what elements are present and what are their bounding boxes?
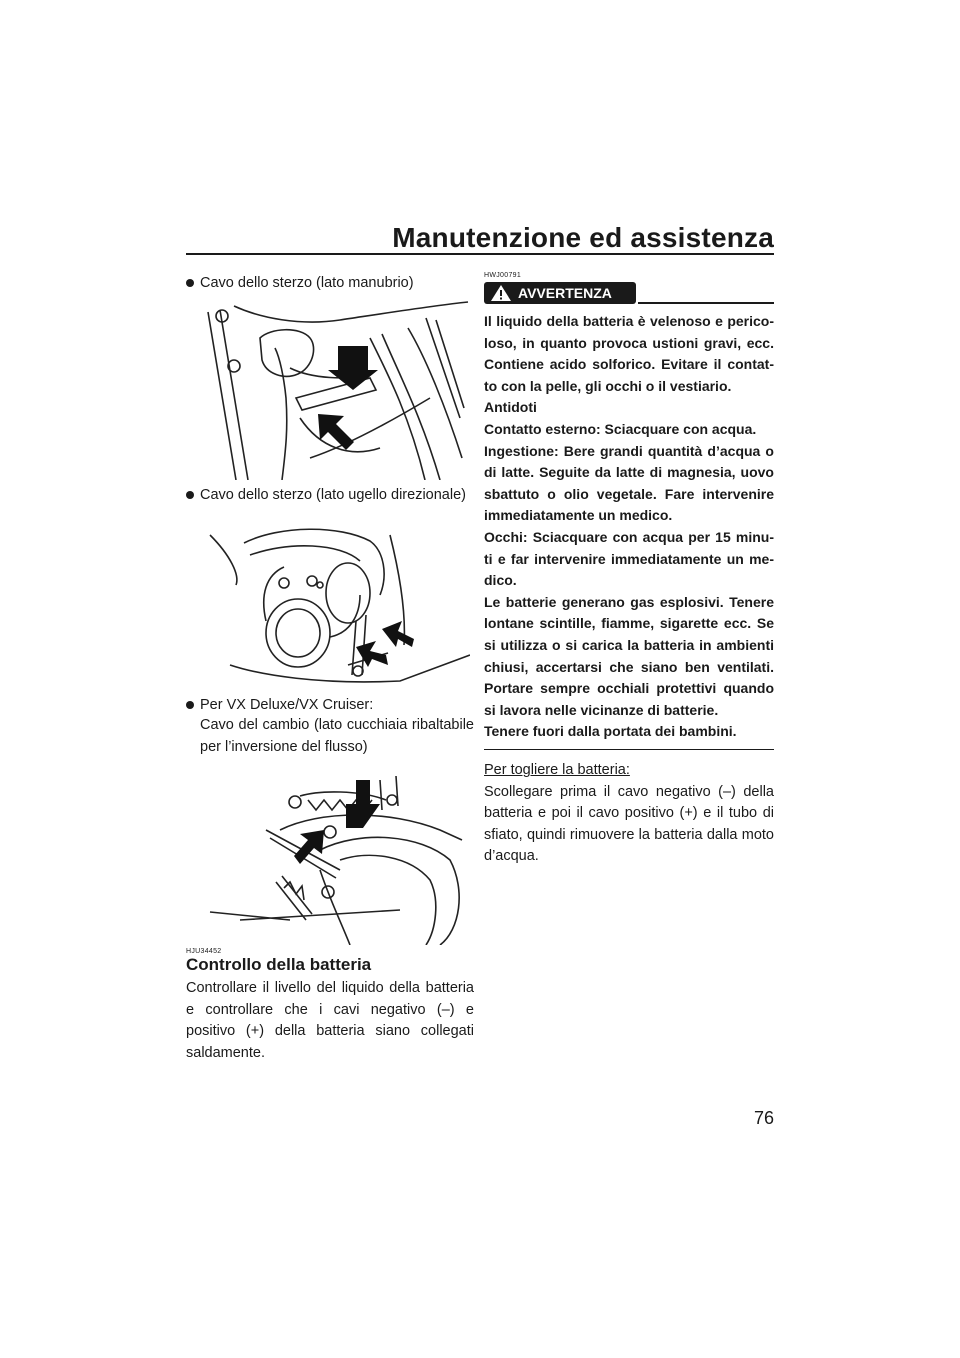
header-rule (186, 253, 774, 255)
warning-label: AVVERTENZA (518, 285, 612, 301)
remove-heading: Per togliere la batteria: (484, 762, 630, 779)
section-body: Controllare il livello del liquido della batteria e controllare che i cavi negativo (–) e positivo (+) della batteria siano collegati saldamente. (186, 980, 474, 1061)
bullet-text: Cavo dello sterzo (lato ugello direzionale) (200, 487, 466, 503)
figure-steering-cable-handlebar (200, 298, 470, 480)
list-item (186, 485, 474, 505)
bullet-dot (186, 279, 194, 287)
figure-shift-cable-bucket (200, 770, 470, 945)
bullet-dot (186, 701, 194, 709)
warning-box (484, 311, 774, 868)
warning-paragraph: Contatto esterno: Sciacquare con acqua. (484, 420, 757, 437)
warning-rule (638, 302, 774, 304)
bullet-continuation: Cavo del cambio (lato cucchiaia ribaltabile per l’inversione del flusso) (200, 717, 474, 755)
figure-steering-cable-nozzle (200, 515, 470, 690)
section-code: HJU34452 (186, 948, 222, 955)
section-title: Controllo della batteria (186, 955, 372, 974)
arrow-icon (382, 621, 414, 647)
warning-code: HWJ00791 (484, 272, 522, 279)
list-item (186, 695, 474, 715)
warning-paragraph: Occhi: Sciacquare con acqua per 15 minu-ti e far intervenire immediatamente un me-dico. (484, 528, 774, 589)
arrow-icon (346, 780, 380, 828)
bullet-text: Cavo dello sterzo (lato manubrio) (200, 275, 414, 291)
page-number: 76 (753, 1108, 774, 1128)
warning-paragraph: Le batterie generano gas esplosivi. Tenere lontane scintille, fiamme, sigarette ecc. Se si utilizza o si carica la batteria in ambienti chiusi, accertarsi che siano ben ventilati. Portare sempre occhiali protettivi quando si lavora nelle vicinanze di batterie. (484, 593, 774, 718)
remove-body: Scollegare prima il cavo negativo (–) della batteria e poi il cavo positivo (+) e il tubo di sfiato, quindi rimuovere la batteria dalla moto d’acqua. (484, 783, 774, 865)
arrow-icon (318, 414, 354, 450)
warning-paragraph: Il liquido della batteria è velenoso e perico-loso, in quanto provoca ustioni gravi, ecc. Contiene acido solforico. Evitare il contat-to con la pelle, gli occhi o il vestiario. (484, 313, 774, 394)
bullet-dot (186, 491, 194, 499)
bullet-text: Per VX Deluxe/VX Cruiser: (200, 697, 374, 713)
list-item (186, 273, 474, 293)
warning-paragraph: Tenere fuori dalla portata dei bambini. (484, 723, 737, 740)
warning-paragraph: Antidoti (484, 399, 537, 416)
warning-badge (484, 282, 636, 304)
warning-header (484, 282, 774, 306)
arrow-icon (328, 346, 378, 390)
warning-paragraph: Ingestione: Bere grandi quantità d’acqua o di latte. Seguite da latte di magnesia, uovo sbattuto o olio vegetale. Fare intervenire immediatamente un medico. (484, 442, 774, 524)
warning-bottom-rule (484, 749, 774, 751)
page-title: Manutenzione ed assistenza (392, 222, 774, 253)
warning-triangle-icon (490, 284, 512, 302)
